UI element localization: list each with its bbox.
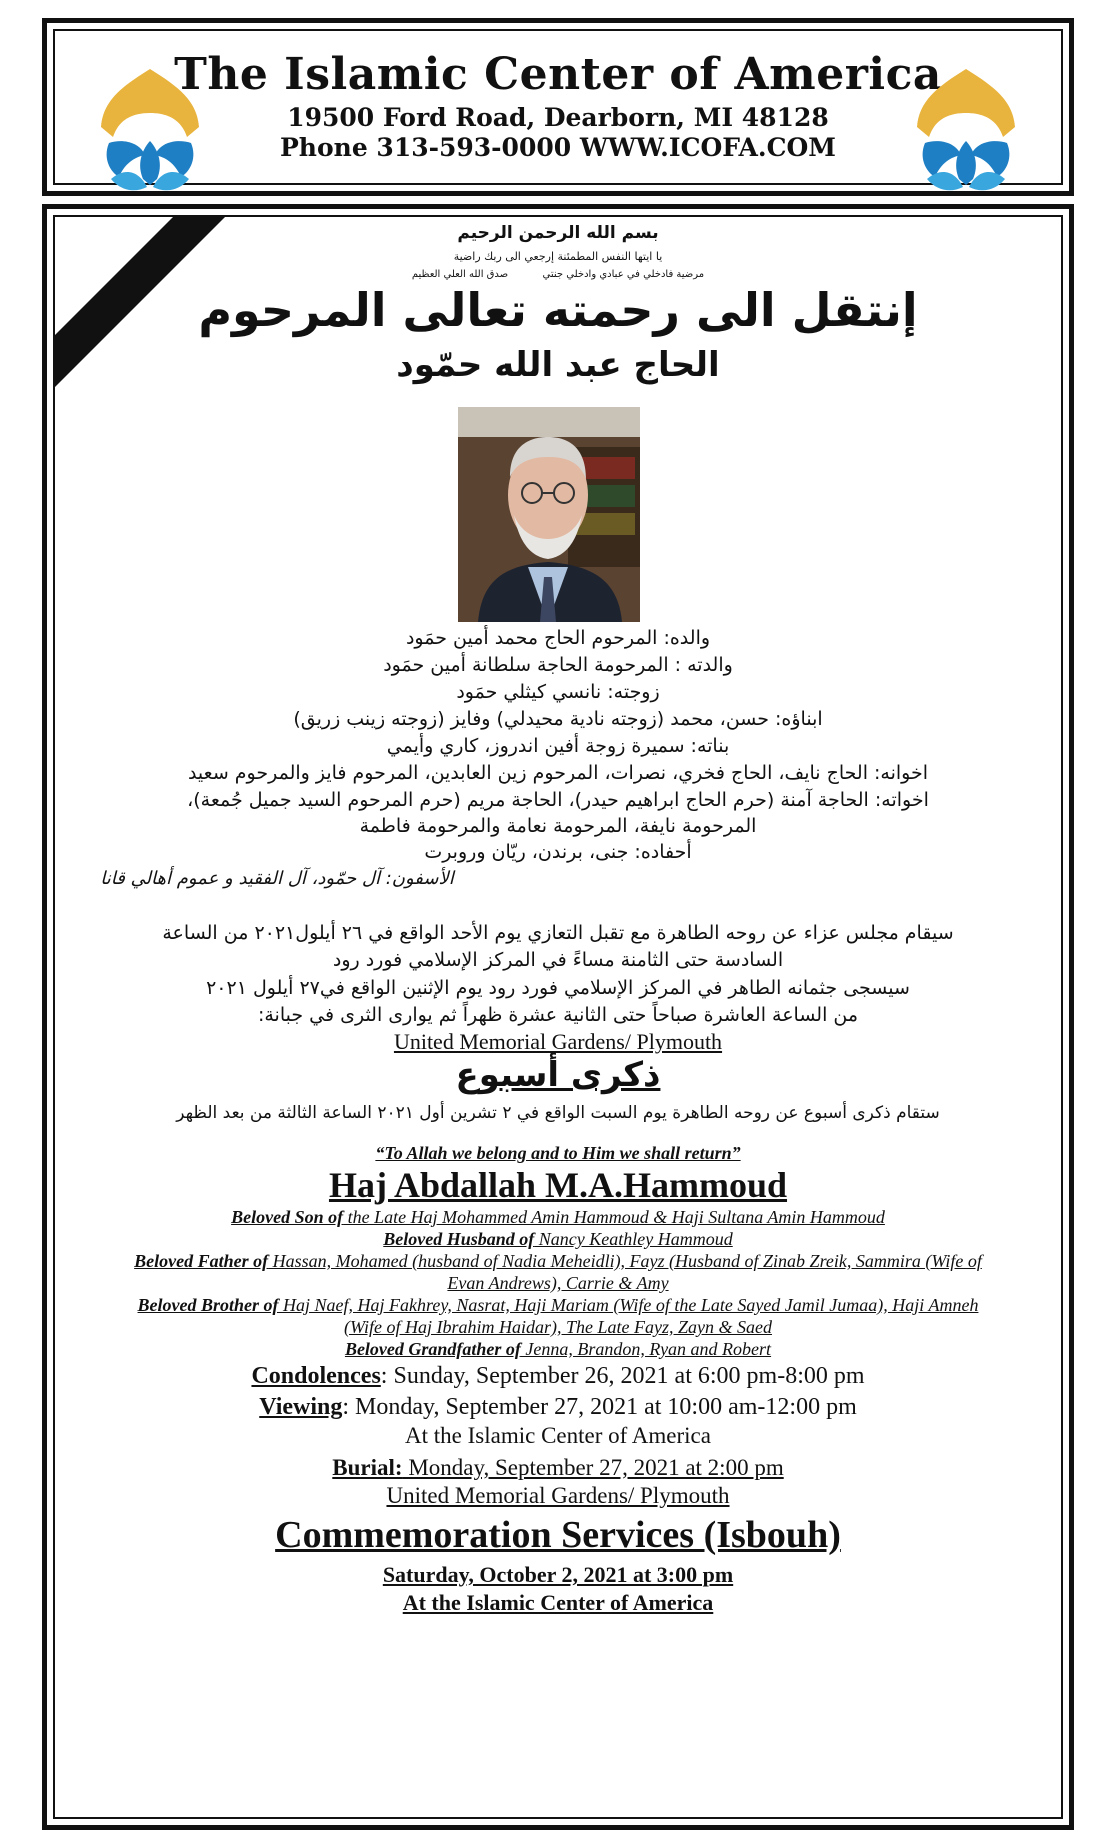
arabic-grandchildren: أحفاده: جنى، برندن، ريّان وروبرت xyxy=(424,841,692,863)
condolences-text: : Sunday, September 26, 2021 at 6:00 pm-8:00 pm xyxy=(380,1363,865,1389)
header-inner-border xyxy=(53,29,1063,185)
arabic-sisters: اخواته: الحاجة آمنة (حرم الحاج ابراهيم حيدر)، الحاجة مريم (حرم المرحوم السيد جميل جُمعة)، xyxy=(187,789,929,811)
arabic-sisters-continued: المرحومة نايفة، المرحومة نعامة والمرحومة فاطمة xyxy=(359,815,757,837)
viewing-label: Viewing xyxy=(259,1394,343,1420)
viewing-place: At the Islamic Center of America xyxy=(405,1423,711,1448)
burial-text: Monday, September 27, 2021 at 2:00 pm xyxy=(402,1455,784,1480)
arabic-viewing-line-2: من الساعة العاشرة صباحاً حتى الثانية عشرة ظهراً ثم يوارى الثرى في جبانة: xyxy=(257,1004,859,1026)
viewing-text: : Monday, September 27, 2021 at 10:00 am-12:00 pm xyxy=(342,1394,857,1420)
beloved-grandfather-line xyxy=(55,1339,1061,1360)
burial-label: Burial: xyxy=(332,1455,403,1480)
arabic-condolence-line-1: سيقام مجلس عزاء عن روحه الطاهرة مع تقبل التعازي يوم الأحد الواقع في ٢٦ أيلول٢٠٢١ من الساعة xyxy=(162,922,954,944)
arabic-brothers: اخوانه: الحاج نايف، الحاج فخري، نصرات، المرحوم زين العابدين، المرحوم فايز والمرحوم سعيد xyxy=(187,762,929,784)
obituary-inner-border xyxy=(53,215,1063,1819)
beloved-father-line-2: Evan Andrews), Carrie & Amy xyxy=(447,1273,669,1293)
obituary-box xyxy=(42,204,1074,1830)
header-box xyxy=(42,18,1074,196)
beloved-brother-text: Haj Naef, Haj Fakhrey, Nasrat, Haji Mariam (Wife of the Late Sayed Jamil Jumaa), Haji Amneh xyxy=(278,1295,979,1315)
mosque-logo-right xyxy=(907,67,1025,197)
arabic-daughters: بناته: سميرة زوجة أفين اندروز، كاري وأيمي xyxy=(386,735,730,757)
arabic-mourners: الأسفون: آل حمّود، آل الفقيد و عموم أهالي قانا xyxy=(100,868,454,889)
verse-attribution: صدق الله العلي العظيم xyxy=(411,269,509,280)
beloved-grandfather-label: Beloved Grandfather of xyxy=(344,1339,521,1359)
beloved-husband-text: Nancy Keathley Hammoud xyxy=(534,1229,733,1249)
arabic-headline: إنتقل الى رحمته تعالى المرحوم xyxy=(198,283,918,337)
arabic-wife: زوجته: نانسي كيثلي حمَود xyxy=(456,681,660,703)
beloved-husband-line xyxy=(55,1229,1061,1250)
beloved-grandfather-text: Jenna, Brandon, Ryan and Robert xyxy=(520,1339,772,1359)
beloved-father-line xyxy=(55,1251,1061,1272)
center-name-title: The Islamic Center of America xyxy=(174,49,942,100)
arabic-commemoration-title: ذكرى أسبوع xyxy=(455,1055,661,1095)
beloved-son-text: the Late Haj Mohammed Amin Hammoud & Haji Sultana Amin Hammoud xyxy=(343,1207,885,1227)
center-phone-website: Phone 313-593-0000 WWW.ICOFA.COM xyxy=(280,133,836,162)
arabic-condolence-line-2: السادسة حتى الثامنة مساءً في المركز الإسلامي فورد رود xyxy=(332,949,784,971)
arabic-mother: والدته : المرحومة الحاجة سلطانة أمين حمَود xyxy=(383,654,733,676)
beloved-brother-label: Beloved Brother of xyxy=(137,1295,279,1315)
arabic-viewing-line-1: سيسجى جثمانه الطاهر في المركز الإسلامي فورد رود يوم الإثنين الواقع في٢٧ أيلول ٢٠٢١ xyxy=(206,977,910,999)
center-address: 19500 Ford Road, Dearborn, MI 48128 xyxy=(287,103,829,132)
burial-place: United Memorial Gardens/ Plymouth xyxy=(386,1483,730,1508)
cemetery-name-line: United Memorial Gardens/ Plymouth xyxy=(393,1029,723,1054)
quran-verse-line-2 xyxy=(55,269,1061,280)
condolences-line xyxy=(55,1363,1061,1390)
commemoration-place: At the Islamic Center of America xyxy=(402,1590,714,1615)
english-deceased-name: Haj Abdallah M.A.Hammoud xyxy=(328,1165,788,1205)
commemoration-date: Saturday, October 2, 2021 at 3:00 pm xyxy=(382,1562,734,1587)
quran-verse-text: مرضية فادخلي في عبادي وادخلي جنتي xyxy=(542,269,705,280)
beloved-son-line xyxy=(55,1207,1061,1228)
viewing-line xyxy=(55,1394,1061,1421)
burial-line xyxy=(55,1455,1061,1481)
quran-verse-line-1: يا ايتها النفس المطمئنة إرجعي الى ربك راضية xyxy=(453,250,663,263)
beloved-brother-line-2: (Wife of Haj Ibrahim Haidar), The Late Fayz, Zayn & Saed xyxy=(344,1317,772,1337)
condolences-label: Condolences xyxy=(251,1363,381,1389)
arabic-sons: ابناؤه: حسن، محمد (زوجته نادية محيدلي) وفايز (زوجته زينب زريق) xyxy=(293,708,823,730)
english-quote: “To Allah we belong and to Him we shall return” xyxy=(375,1143,741,1163)
beloved-husband-label: Beloved Husband of xyxy=(383,1229,535,1249)
deceased-portrait-photo xyxy=(458,407,640,622)
beloved-son-label: Beloved Son of xyxy=(231,1207,344,1227)
beloved-brother-line xyxy=(55,1295,1061,1316)
arabic-deceased-name: الحاج عبد الله حمّود xyxy=(396,345,720,385)
arabic-commemoration-text: ستقام ذكرى أسبوع عن روحه الطاهرة يوم السبت الواقع في ٢ تشرين أول ٢٠٢١ الساعة الثالثة من بعد الظهر xyxy=(176,1103,940,1123)
beloved-father-text: Hassan, Mohamed (husband of Nadia Meheidli), Fayz (Husband of Zinab Zreik, Sammira (Wife of xyxy=(268,1251,982,1271)
arabic-father: والده: المرحوم الحاج محمد أمين حمَود xyxy=(405,627,711,649)
commemoration-title: Commemoration Services (Isbouh) xyxy=(275,1514,841,1556)
basmala: بسم الله الرحمن الرحيم xyxy=(457,223,659,243)
beloved-father-label: Beloved Father of xyxy=(134,1251,269,1271)
